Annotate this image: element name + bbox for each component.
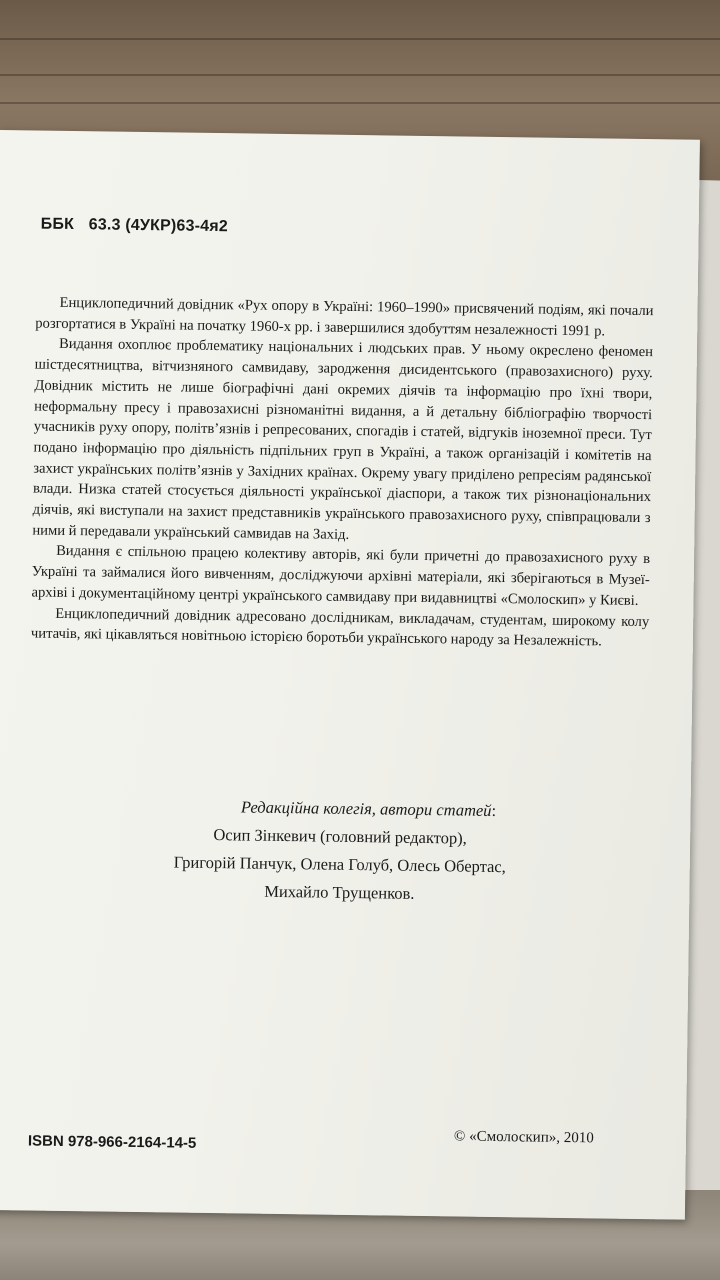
wood-grain [0,38,720,40]
bbk-code: 63.3 (4УКР)63-4я2 [88,216,229,236]
book-page [0,130,700,1220]
bbk-label: ББК [40,215,75,234]
editorial-line: Осип Зінкевич (головний редактор), [213,825,468,848]
abstract-paragraph: Видання є спільною працею колективу авторів, які були причетні до правозахисного руху в Україні та займалися його вивченням, досліджуючи архівні матеріали, які зберігаються в Музеї-архіві і документаційному центрі українського самвидаву при видавництві «Смолоскип» у Києві. [31,543,651,609]
editorial-lead-suffix: : [491,800,497,820]
editorial-lead: Редакційна колегія, автори статей [240,797,492,820]
copyright: © «Смолоскип», 2010 [453,1128,594,1147]
wood-grain [0,102,720,104]
bbk-classification [41,216,228,237]
abstract [31,293,654,654]
abstract-paragraph: Енциклопедичний довідник «Рух опору в Україні: 1960–1990» присвячений подіям, які почали розгортатися в Україні на початку 1960-х рр. і завершилися здобуттям незалежності 1991 р. [35,294,654,340]
wood-grain [0,74,720,76]
editorial-board [0,790,691,912]
abstract-paragraph: Видання охоплює проблематику національних і людських прав. У ньому окреслено феномен шістдесятництва, вітчизняного самвидаву, зародження дисидентського (правозахисного) руху. Довідник містить не лише біографічні дані окремих діячів та інформацію про їхні твори, неформальну пресу і правозахисні різноманітні видання, а й детальну бібліографію творчості учасників руху опору, політв’язнів і репресованих, спогадів і статей, відгуків іноземної преси. Тут подано інформацію про діяльність підпільних груп в Україні, а також організацій і комітетів на захист українських політв’язнів у Західних країнах. Окрему увагу приділено репресіям радянської влади. Низка статей стосується діяльності української діаспори, а також тих різнонаціональних діячів, які виступали на захист представників українського правозахисного руху, співпрацювали з ними й передавали український самвидав на Захід. [32,336,654,543]
isbn: ISBN 978-966-2164-14-5 [27,1132,197,1152]
editorial-line: Михайло Трущенков. [264,881,415,903]
abstract-paragraph: Енциклопедичний довідник адресовано дослідникам, викладачам, студентам, широкому колу читачів, які цікавляться новітньою історією боротьби українського народу за Незалежність. [30,605,650,650]
editorial-line: Григорій Панчук, Олена Голуб, Олесь Обертас, [173,852,506,877]
